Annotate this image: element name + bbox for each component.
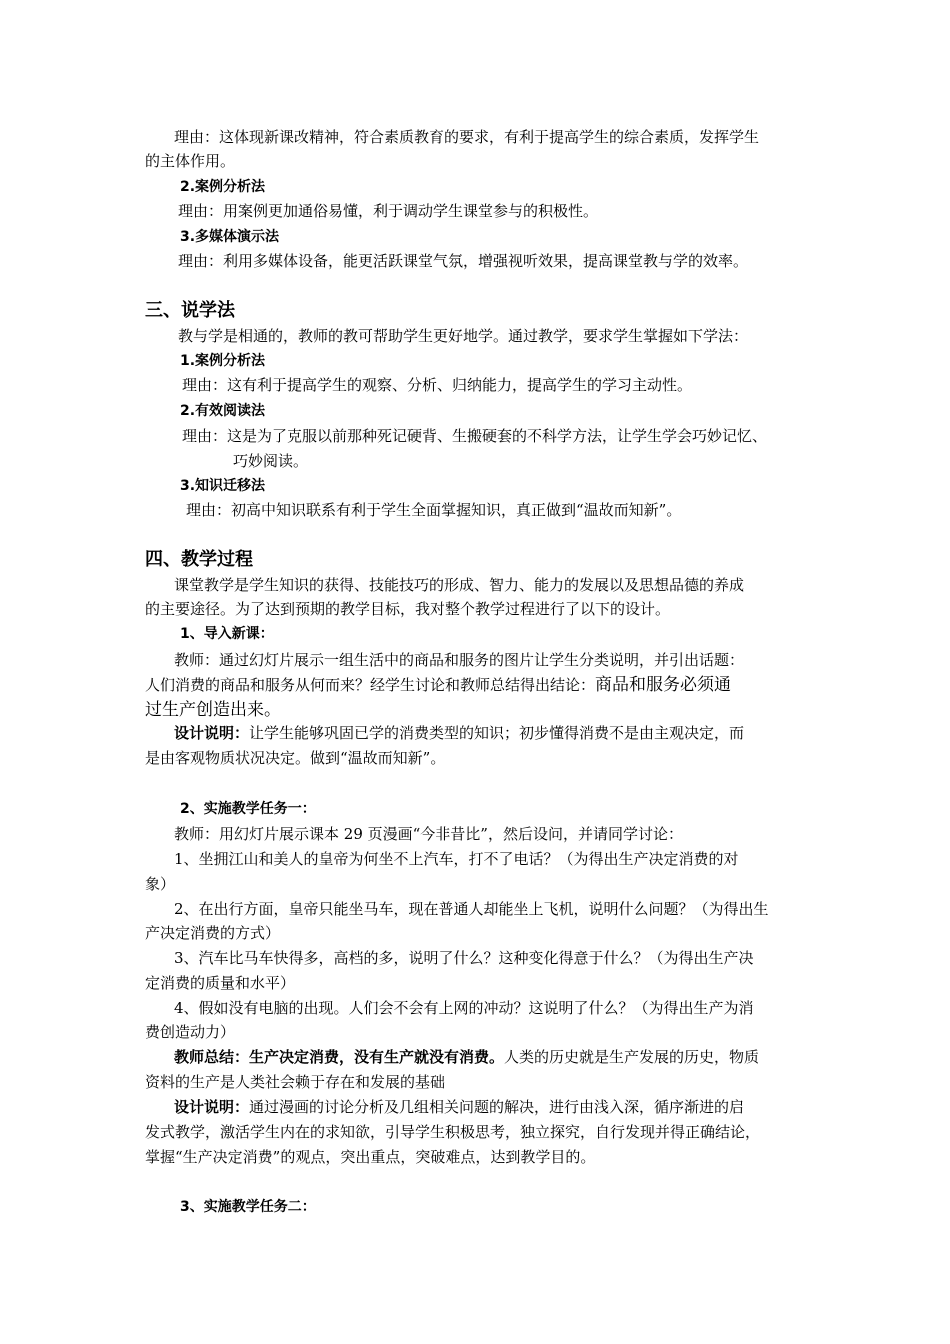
method3-reason: 理由：利用多媒体设备，能更活跃课堂气氛，增强视听效果，提高课堂教与学的效率。: [178, 252, 749, 270]
step2-design-line3: 掌握“生产决定消费”的观点，突出重点，突破难点，达到教学目的。: [145, 1148, 596, 1166]
method2-title: 2.案例分析法: [180, 179, 266, 195]
step2-design-text: 通过漫画的讨论分析及几组相关问题的解决，进行由浅入深，循序渐进的启: [249, 1098, 745, 1116]
study-method2-reason-line2: 巧妙阅读。: [233, 452, 309, 470]
step2-question3-line2: 定消费的质量和水平）: [145, 974, 296, 992]
study-method3-reason: 理由：初高中知识联系有利于学生全面掌握知识，真正做到“温故而知新”。: [186, 501, 682, 519]
section4-heading: 四、教学过程: [145, 549, 253, 570]
step2-title: 2、实施教学任务一：: [180, 801, 316, 817]
step1-teacher-line2-text: 人们消费的商品和服务从何而来？经学生讨论和教师总结得出结论：: [145, 676, 596, 694]
step2-question4-line1: 4、假如没有电脑的出现。人们会不会有上网的冲动？这说明了什么？（为得出生产为消: [174, 999, 754, 1017]
step3-title: 3、实施教学任务二：: [180, 1199, 316, 1215]
study-method1-reason: 理由：这有利于提高学生的观察、分析、归纳能力，提高学生的学习主动性。: [182, 376, 693, 394]
step1-teacher-line2: [145, 674, 731, 696]
section3-intro: 教与学是相通的，教师的教可帮助学生更好地学。通过教学，要求学生掌握如下学法：: [178, 327, 749, 345]
study-method3-title: 3.知识迁移法: [180, 478, 266, 494]
section4-intro-line1: 课堂教学是学生知识的获得、技能技巧的形成、智力、能力的发展以及思想品德的养成: [174, 576, 745, 594]
step1-design-text: 让学生能够巩固已学的消费类型的知识；初步懂得消费不是由主观决定，而: [249, 724, 745, 742]
step2-question1-line1: 1、坐拥江山和美人的皇帝为何坐不上汽车，打不了电话？（为得出生产决定消费的对: [174, 850, 739, 868]
method1-reason-line2: 的主体作用。: [145, 152, 236, 170]
section3-heading: 三、说学法: [145, 300, 235, 321]
section4-intro-line2: 的主要途径。为了达到预期的教学目标，我对整个教学过程进行了以下的设计。: [145, 600, 671, 618]
step2-teacher: 教师：用幻灯片展示课本 29 页漫画“今非昔比”，然后设问，并请同学讨论：: [174, 825, 683, 843]
method1-reason-line1: 理由：这体现新课改精神，符合素质教育的要求，有利于提高学生的综合素质，发挥学生: [174, 128, 760, 146]
step2-question4-line2: 费创造动力）: [145, 1023, 236, 1041]
step2-question2-line1: 2、在出行方面，皇帝只能坐马车，现在普通人却能坐上飞机，说明什么问题？（为得出生: [174, 900, 769, 918]
step1-teacher-line1: 教师：通过幻灯片展示一组生活中的商品和服务的图片让学生分类说明，并引出话题：: [174, 651, 745, 669]
step2-summary-line1: [174, 1046, 759, 1068]
step1-design-label: 设计说明：: [174, 724, 250, 742]
method2-reason: 理由：用案例更加通俗易懂，利于调动学生课堂参与的积极性。: [178, 202, 599, 220]
step2-question2-line2: 产决定消费的方式）: [145, 924, 281, 942]
study-method2-reason-line1: 理由：这是为了克服以前那种死记硬背、生搬硬套的不科学方法，让学生学会巧妙记忆、: [182, 427, 768, 445]
study-method2-title: 2.有效阅读法: [180, 403, 266, 419]
step1-design-line2: 是由客观物质状况决定。做到“温故而知新”。: [145, 749, 446, 767]
step2-design-line1: [174, 1096, 744, 1118]
step2-question1-line2: 象）: [145, 875, 176, 893]
step1-title: 1、导入新课：: [180, 626, 274, 642]
step2-design-label: 设计说明：: [174, 1098, 250, 1116]
step1-design-line1: [174, 722, 744, 744]
study-method1-title: 1.案例分析法: [180, 353, 266, 369]
step2-design-line2: 发式教学，激活学生内在的求知欲，引导学生积极思考，独立探究，自行发现并得正确结论，: [145, 1123, 761, 1141]
step2-summary-bold: 教师总结：生产决定消费，没有生产就没有消费。: [174, 1048, 505, 1066]
step2-summary-rest: 人类的历史就是生产发展的历史，物质: [504, 1048, 760, 1066]
method3-title: 3.多媒体演示法: [180, 229, 280, 245]
step2-summary-line2: 资料的生产是人类社会赖于存在和发展的基础: [145, 1073, 446, 1091]
step2-question3-line1: 3、汽车比马车快得多，高档的多，说明了什么？这种变化得意于什么？（为得出生产决: [174, 949, 754, 967]
step1-conclusion-start: 商品和服务必须通: [595, 675, 732, 695]
step1-conclusion-end: 过生产创造出来。: [145, 700, 281, 720]
